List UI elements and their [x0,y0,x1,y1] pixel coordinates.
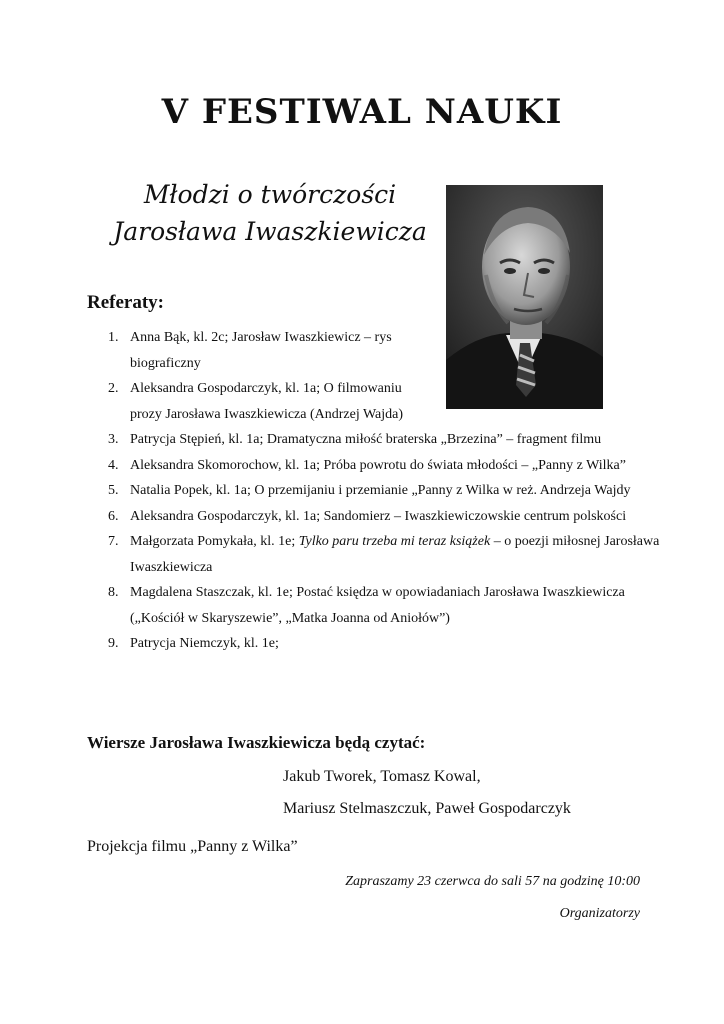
list-item [96,325,430,376]
item-text: Małgorzata Pomykała, kl. 1e; [130,534,299,549]
subtitle-line-1: Młodzi o twórczości [143,180,397,209]
projection-text: Projekcja filmu „Panny z Wilka” [87,838,298,855]
list-item [96,504,630,530]
item-number: 8. [108,585,119,600]
item-number: 4. [108,457,119,473]
item-text-italic: Tylko paru trzeba mi teraz książek [298,534,491,549]
referaty-heading: Referaty: [87,292,165,313]
item-text: Aleksandra Skomorochow, kl. 1a; Próba powrotu do świata młodości – „Panny z Wilka” [130,457,626,473]
list-item [96,376,430,427]
item-number: 5. [108,483,119,498]
subtitle-line-2: Jarosława Iwaszkiewicza [113,217,427,246]
item-number: 2. [108,381,119,396]
list-item [96,453,630,479]
item-number: 6. [108,508,119,524]
item-number: 3. [108,432,119,447]
item-text: Anna Bąk, kl. 2c; Jarosław Iwaszkiewicz – rys biograficzny [130,330,392,371]
readers-line-1: Jakub Tworek, Tomasz Kowal, [283,768,481,785]
readers [283,761,571,825]
page-title: V FESTIWAL NAUKI [161,92,563,132]
referaty-list [96,325,660,657]
subtitle [80,176,460,250]
item-number: 1. [108,330,119,345]
item-number: 7. [108,534,119,549]
readers-line-2: Mariusz Stelmaszczuk, Paweł Gospodarczyk [283,800,571,817]
item-text: Natalia Popek, kl. 1a; O przemijaniu i przemianie „Panny z Wilka w reż. Andrzeja Wajdy [130,483,631,498]
list-item [96,427,656,453]
invitation-text: Zapraszamy 23 czerwca do sali 57 na godzinę 10:00 [345,874,640,889]
item-text: Aleksandra Gospodarczyk, kl. 1a; Sandomierz – Iwaszkiewiczowskie centrum polskości [130,508,627,524]
list-item [96,631,656,657]
item-text: Patrycja Stępień, kl. 1a; Dramatyczna miłość braterska „Brzezina” – fragment filmu [130,432,602,447]
organizers-signature: Organizatorzy [559,906,640,921]
item-text-after: – o poezji miłosnej Jarosława Iwaszkiewicza [130,534,660,575]
item-text: Aleksandra Gospodarczyk, kl. 1a; O filmowaniu prozy Jarosława Iwaszkiewicza (Andrzej Wajda) [130,381,404,422]
list-item [96,529,660,580]
item-text: Magdalena Staszczak, kl. 1e; Postać księdza w opowiadaniach Jarosława Iwaszkiewicza („Kościół w Skaryszewie”, „Matka Joanna od Aniołów”) [130,585,625,626]
list-item [96,478,660,504]
item-number: 9. [108,636,119,651]
item-text: Patrycja Niemczyk, kl. 1e; [130,636,279,651]
list-item [96,580,630,631]
poems-heading: Wiersze Jarosława Iwaszkiewicza będą czytać: [87,733,426,752]
